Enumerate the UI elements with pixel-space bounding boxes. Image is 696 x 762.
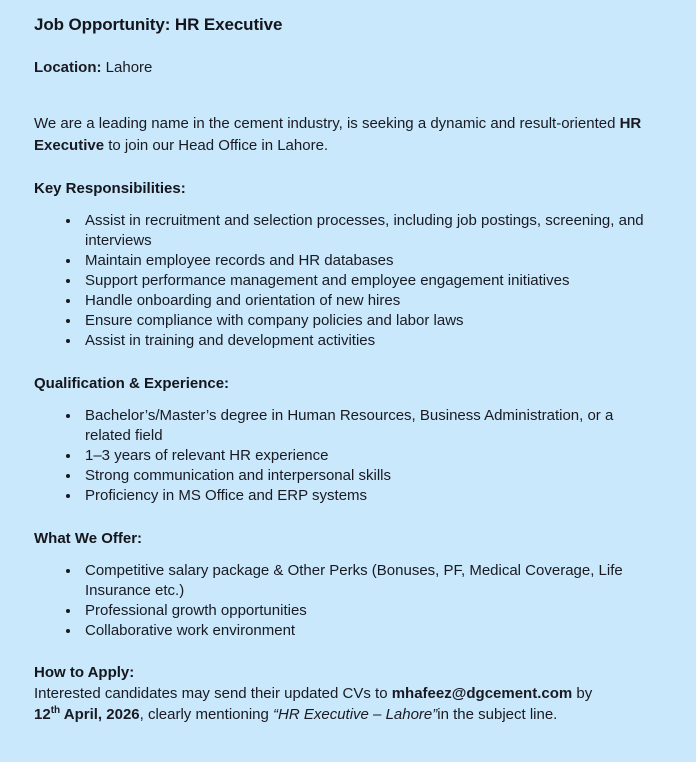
location-line xyxy=(34,57,646,79)
list-item: Assist in training and development activities xyxy=(34,331,646,351)
intro-role-emphasis: HR Executive xyxy=(34,115,642,154)
how-to-apply-body xyxy=(34,683,646,725)
page-title: Job Opportunity: HR Executive xyxy=(34,15,283,34)
list-item: Maintain employee records and HR databases xyxy=(34,251,646,271)
deadline-month-year: April, 2026 xyxy=(60,706,140,723)
list-item: Assist in recruitment and selection processes, including job postings, screening, and interviews xyxy=(34,211,646,251)
list-item: Ensure compliance with company policies and labor laws xyxy=(34,311,646,331)
list-item: Bachelor’s/Master’s degree in Human Resources, Business Administration, or a related field xyxy=(34,406,646,446)
intro-text-after: to join our Head Office in Lahore. xyxy=(104,136,329,154)
intro-text-before: We are a leading name in the cement industry, is seeking a dynamic and result-oriented xyxy=(34,115,620,132)
location-value: Lahore xyxy=(105,59,153,76)
deadline-ordinal-suffix: th xyxy=(50,705,61,716)
intro-paragraph xyxy=(34,113,642,156)
list-item: Proficiency in MS Office and ERP systems xyxy=(34,486,646,506)
list-item: 1–3 years of relevant HR experience xyxy=(34,446,646,466)
apply-text-after-subject: in the subject line. xyxy=(437,706,558,723)
deadline-day: 12 xyxy=(34,706,51,723)
list-item: Collaborative work environment xyxy=(34,621,646,641)
list-what-we-offer xyxy=(34,561,646,641)
section-heading-what-we-offer: What We Offer: xyxy=(34,530,143,547)
apply-text-before-email: Interested candidates may send their updated CVs to xyxy=(34,685,392,702)
list-item: Professional growth opportunities xyxy=(34,601,646,621)
list-qualification-experience xyxy=(34,406,646,506)
list-item: Competitive salary package & Other Perks (Bonuses, PF, Medical Coverage, Life Insurance etc.) xyxy=(34,561,646,601)
apply-text-before-subject: , clearly mentioning xyxy=(139,706,274,723)
contact-email[interactable]: mhafeez@dgcement.com xyxy=(391,685,573,702)
list-item: Strong communication and interpersonal skills xyxy=(34,466,646,486)
list-item: Handle onboarding and orientation of new hires xyxy=(34,291,646,311)
section-heading-qualification-experience: Qualification & Experience: xyxy=(34,375,230,392)
list-key-responsibilities xyxy=(34,211,646,351)
section-heading-how-to-apply: How to Apply: xyxy=(34,664,135,681)
section-heading-key-responsibilities: Key Responsibilities: xyxy=(34,180,186,197)
deadline-date xyxy=(34,706,140,723)
subject-line-quote: “HR Executive – Lahore” xyxy=(273,706,438,723)
list-item: Support performance management and employee engagement initiatives xyxy=(34,271,646,291)
location-label: Location: xyxy=(34,59,102,76)
apply-text-before-date: by xyxy=(572,685,593,702)
